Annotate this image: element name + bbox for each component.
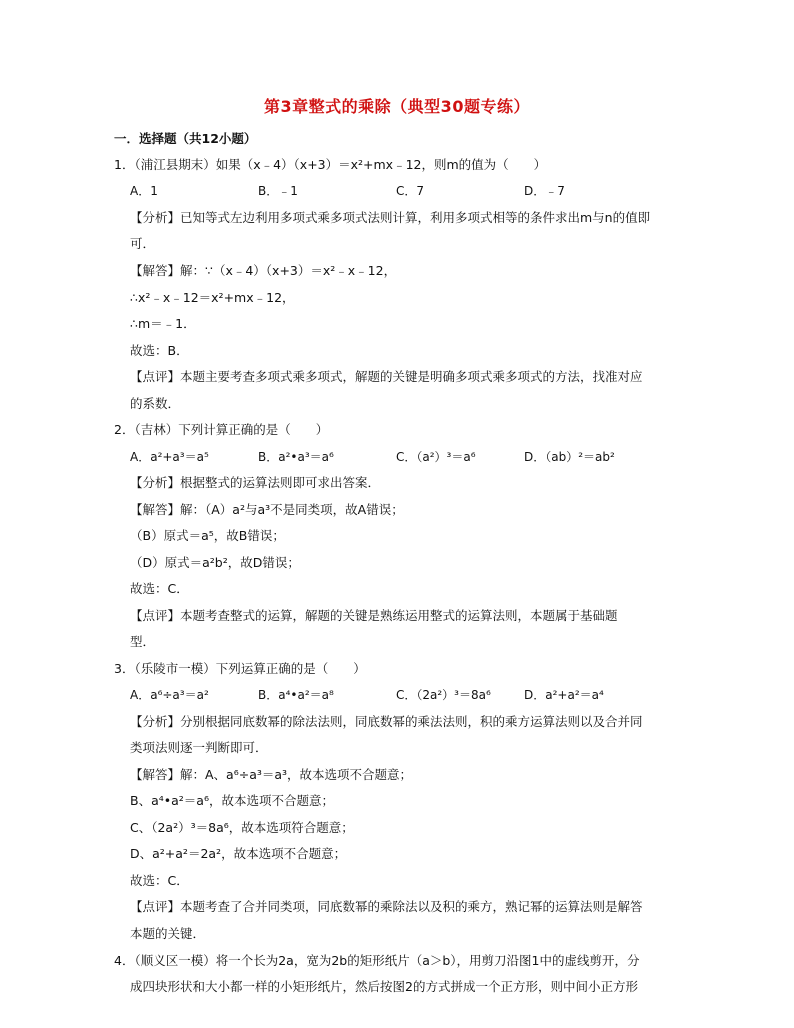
- q1-solution-line-2: ∴x²﹣x﹣12＝x²+mx﹣12，: [130, 290, 295, 305]
- q1-option-d: D．﹣7: [524, 184, 565, 198]
- q1-comment-line-2: 的系数．: [130, 396, 181, 411]
- q3-solution-line-3: C、（2a²）³＝8a⁶，故本选项符合题意；: [130, 820, 354, 835]
- q3-comment-line-2: 本题的关键．: [130, 926, 206, 941]
- q3-analysis-line-2: 类项法则逐一判断即可．: [130, 740, 268, 755]
- q3-option-b: B．a⁴•a²＝a⁸: [258, 688, 334, 702]
- q2-solution-line-1: 【解答】解：（A）a²与a³不是同类项，故A错误；: [130, 502, 404, 517]
- q2-analysis: 【分析】根据整式的运算法则即可求出答案．: [130, 475, 381, 490]
- q3-option-d: D．a²+a²＝a⁴: [524, 688, 604, 702]
- q3-comment-line-1: 【点评】本题考查了合并同类项，同底数幂的乘除法以及积的乘方，熟记幂的运算法则是解答: [130, 899, 643, 914]
- q3-answer: 故选：C．: [130, 873, 189, 888]
- q3-solution-line-4: D、a²+a²＝2a²，故本选项不合题意；: [130, 846, 347, 861]
- q1-comment-line-1: 【点评】本题主要考查多项式乘多项式，解题的关键是明确多项式乘多项式的方法，找准对应: [130, 369, 643, 384]
- q2-comment-line-2: 型．: [130, 634, 156, 649]
- q1-analysis-line-2: 可．: [130, 236, 156, 251]
- q1-solution-line-1: 【解答】解：∵（x﹣4）（x+3）＝x²﹣x﹣12，: [130, 263, 397, 278]
- q3-option-c: C．（2a²）³＝8a⁶: [396, 688, 491, 702]
- question-2-stem: 2．（吉林）下列计算正确的是（ ）: [114, 422, 329, 437]
- section-heading: 一．选择题（共12小题）: [114, 131, 257, 146]
- q2-option-a: A．a²+a³＝a⁵: [130, 450, 209, 464]
- q1-analysis-line-1: 【分析】已知等式左边利用多项式乘多项式法则计算，利用多项式相等的条件求出m与n的值即: [130, 210, 651, 225]
- q1-option-a: A．1: [130, 184, 158, 198]
- q2-solution-line-2: （B）原式＝a⁵，故B错误；: [130, 528, 285, 543]
- page-title: 第3章整式的乘除（典型30题专练）: [264, 97, 530, 116]
- q2-answer: 故选：C．: [130, 581, 189, 596]
- question-1-stem: 1．（浦江县期末）如果（x﹣4）（x+3）＝x²+mx﹣12，则m的值为（ ）: [114, 157, 547, 172]
- q3-solution-line-2: B、a⁴•a²＝a⁶，故本选项不合题意；: [130, 793, 334, 808]
- q1-option-c: C．7: [396, 184, 425, 198]
- q2-comment-line-1: 【点评】本题考查整式的运算，解题的关键是熟练运用整式的运算法则，本题属于基础题: [130, 608, 618, 623]
- q1-option-b: B．﹣1: [258, 184, 298, 198]
- q3-solution-line-1: 【解答】解：A、a⁶÷a³＝a³，故本选项不合题意；: [130, 767, 413, 782]
- q1-answer: 故选：B．: [130, 343, 189, 358]
- question-4-stem-line-1: 4．（顺义区一模）将一个长为2a，宽为2b的矩形纸片（a＞b），用剪刀沿图1中的虚线剪开，分: [114, 953, 640, 968]
- q3-analysis-line-1: 【分析】分别根据同底数幂的除法法则，同底数幂的乘法法则，积的乘方运算法则以及合并同: [130, 714, 643, 729]
- q3-option-a: A．a⁶÷a³＝a²: [130, 688, 209, 702]
- q2-option-b: B．a²•a³＝a⁶: [258, 450, 334, 464]
- question-4-stem-line-2: 成四块形状和大小都一样的小矩形纸片，然后按图2的方式拼成一个正方形，则中间小正方形: [130, 979, 638, 994]
- q2-option-c: C．（a²）³＝a⁶: [396, 450, 476, 464]
- q1-solution-line-3: ∴m＝﹣1．: [130, 316, 196, 331]
- question-3-stem: 3．（乐陵市一模）下列运算正确的是（ ）: [114, 661, 366, 676]
- q2-solution-line-3: （D）原式＝a²b²，故D错误；: [130, 555, 300, 570]
- q2-option-d: D．（ab）²＝ab²: [524, 450, 615, 464]
